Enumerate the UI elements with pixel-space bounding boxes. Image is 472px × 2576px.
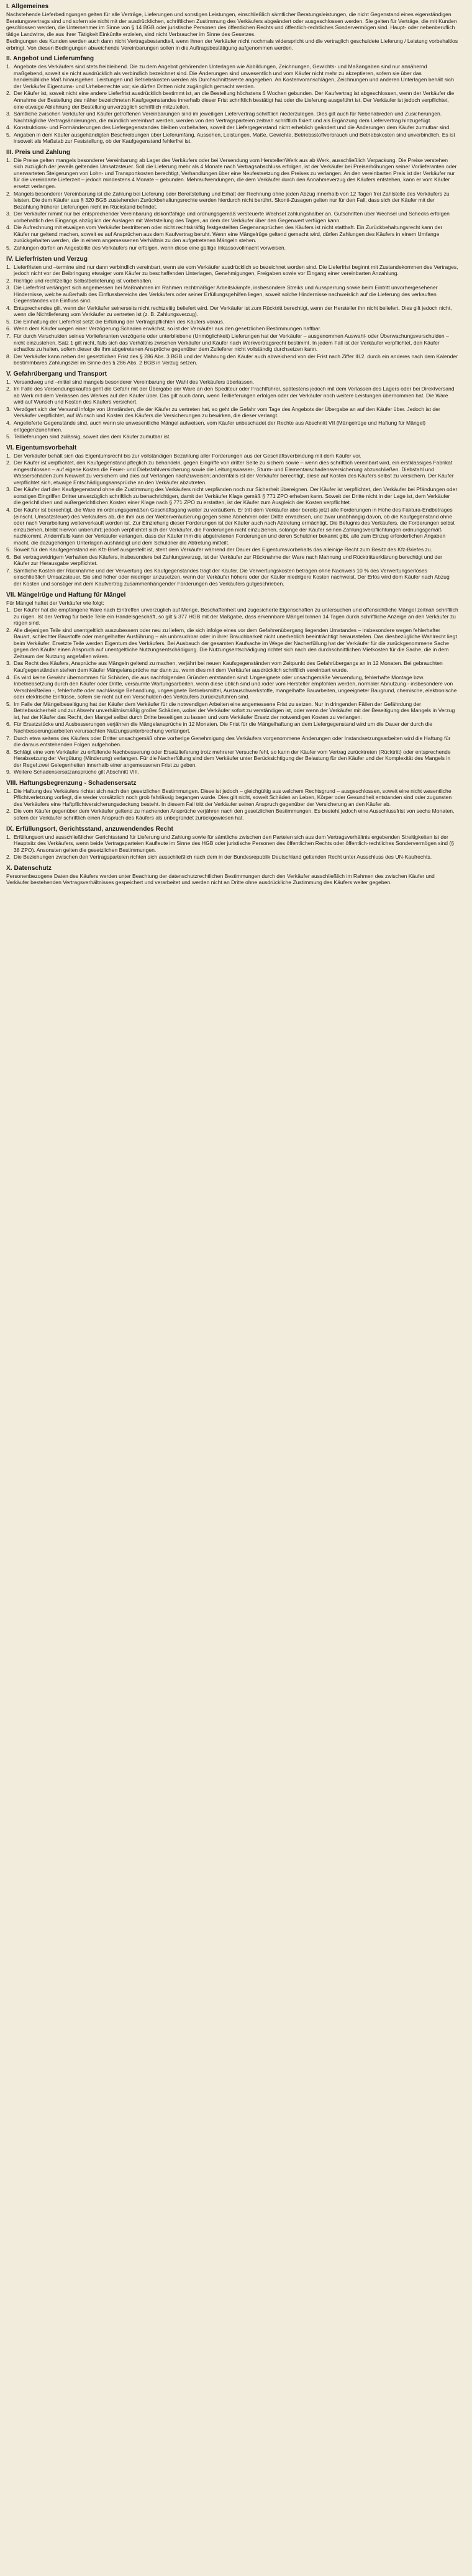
clause-number: 3. [6, 111, 11, 117]
section-heading: I. Allgemeines [6, 3, 49, 10]
clause-list [6, 453, 458, 587]
clause-text: Alle diejenigen Teile sind unentgeltlich auszubessern oder neu zu liefern, die sich infolge eines vor dem Gefahrenübergang liegenden Umstandes – insbesondere wegen fehlerhafter Bauart, schlechter Baustoffe oder mangelhafter Ausführung – als unbrauchbar oder in ihrer Brauchbarkeit nicht unerheblich beeinträchtigt herausstellen. Das diesbezügliche Wahlrecht liegt beim Verkäufer. Ersetzte Teile werden Eigentum des Verkäufers. Bei Ausbauch der gesamten Kaufsache im Wege der Nacherfüllung hat der Verkäufer für die zurückgenommene Sache gegen den Käufer einen Anspruch auf unentgeltliche Nutzungsentschädigung. Die Nutzungsentschädigung richtet sich nach den durchschnittlichen Mietkosten für die Sache, die in dem Zeitraum der Nutzung angefallen wären. [14, 626, 457, 659]
terms-section [6, 592, 458, 775]
section-heading: III. Preis und Zahlung [6, 148, 71, 156]
clause-text: Angelieferte Gegenstände sind, auch wenn sie unwesentliche Mängel aufweisen, vom Käufer unbeschadet der Rechte aus Abschnitt VII (Mängelrüge und Haftung für Mängel) entgegenzunehmen. [14, 419, 426, 433]
terms-section [6, 780, 458, 821]
clause-text: Sämtliche Kosten der Rücknahme und der Verwertung des Kaufgegenstandes trägt der Käufer. Die Verwertungskosten betragen ohne Nachweis 10 % des Verwertungserlöses einschließlich Umsatzsteuer. Sie sind höher oder niedriger anzusetzen, wenn der Verkäufer höhere oder der Käufer niedrigere Kosten nachweist. Der Erlös wird dem Käufer nach Abzug der Kosten und sonstiger mit dem Kaufvertrag zusammenhängender Forderungen des Verkäufers gutgeschrieben. [14, 567, 450, 587]
clause-item [6, 607, 458, 626]
terms-section [6, 826, 458, 861]
terms-section [6, 445, 458, 587]
clause-text: Der Verkäufer nimmt nur bei entsprechender Vereinbarung diskontfähige und ordnungsgemäß versteuerte Wechsel zahlungshalber an. Gutschriften über Wechsel und Schecks erfolgen vorbehaltlich des Eingangs abzüglich der Auslagen mit Wertstellung des Tages, an dem der Verkäufer über den Gegenwert verfügen kann. [14, 210, 450, 224]
clause-text: Für durch Verschulden seines Vorlieferanten verzögerte oder unterbliebene (Unmöglichkeit) Lieferungen hat der Verkäufer – ausgenommen Auswahl- oder Überwachungsverschulden – nicht einzustehen. Satz 1 gilt nicht, falls sich das Verhältnis zwischen Verkäufer und Käufer nach Werkvertragsrecht bestimmt. In jedem Fall ist der Verkäufer verpflichtet, den Käufer schadlos zu halten, sofern dieser die ihm abgetretenen Ansprüche gegenüber dem Zulieferer nicht vollständig durchsetzen kann. [14, 332, 449, 353]
section-paragraph: Nachstehende Lieferbedingungen gelten für alle Verträge, Lieferungen und sonstigen Leistungen, einschließlich sämtlicher Beratungsleistungen, die nicht Gegenstand eines eigenständigen Beratungsvertrags sind und sofern sie nicht mit der ausdrücklichen, schriftlichen Zustimmung des Verkäufers abgeändert oder ausgeschlossen werden. Sie gelten für Verträge, die mit Kunden geschlossen werden, die Unternehmer im Sinne von § 14 BGB oder juristische Personen des öffentlichen Rechts und öffentlich-rechtliches Sondervermögen sind. Haupt- oder nebenberuflich tätige Landwirte, die aus ihrer Tätigkeit Einkünfte erzielen, sind nicht Verbraucher im Sinne des Gesetzes. [6, 11, 457, 37]
clause-text: Das Recht des Käufers, Ansprüche aus Mängeln geltend zu machen, verjährt bei neuen Kaufsgegenständen vom Zeitpunkt des Gefahrübergangs an in 12 Monaten. Bei gebrauchten Kaufgegenständen stehen dem Käufer Mängelansprüche nur dann zu, wenn dies mit dem Verkäufer ausdrücklich schriftlich vereinbart wurde. [14, 660, 443, 674]
clause-item [6, 264, 458, 277]
clause-list [6, 379, 458, 440]
clause-text: Wenn dem Käufer wegen einer Verzögerung Schaden erwächst, so ist der Verkäufer aus den gesetzlichen Bestimmungen haftbar. [14, 325, 322, 332]
clause-text: Weitere Schadensersatzansprüche gilt Abschnitt VIII. [14, 769, 139, 775]
clause-list [6, 63, 458, 145]
section-heading: VIII. Haftungsbegrenzung - Schadensersatz [6, 779, 137, 787]
clause-item [6, 325, 458, 332]
terms-section [6, 55, 458, 145]
clause-text: Es wird keine Gewähr übernommen für Schäden, die aus nachfolgenden Gründen entstanden sind: Ungeeignete oder unsachgemäße Verwendung, fehlerhafte Montage bzw. Inbetriebsetzung durch den Käufer oder Dritte, versäumte Wartungsarbeiten, wenn diese üblich sind und /oder vom Hersteller empfohlen werden, normaler Abnutzung - insbesondere von Verschleißteilen -, fehlerhafte oder nachlässige Behandlung, ungeeignete Betriebsmittel, Austauschwerkstoffe, mangelhafte Bauarbeiten, ungeeigneter Baugrund, chemische, elektronische oder elektrische Einflüsse, sofern sie nicht auf ein Verschulden des Verkäufers zurückzuführen sind. [14, 674, 457, 700]
clause-number: 1. [6, 833, 11, 840]
clause-number: 3. [6, 486, 11, 493]
clause-number: 5. [6, 244, 11, 251]
clause-text: Durch etwa seitens des Käufers oder Dritter unsachgemäß ohne vorherige Genehmigung des Verkäufers vorgenommene Änderungen oder Instandsetzungsarbeiten wird die Haftung für die daraus entstehenden Folgen aufgehoben. [14, 734, 451, 748]
clause-item [6, 245, 458, 251]
clause-item [6, 554, 458, 567]
clause-number: 1. [6, 263, 11, 270]
clause-text: Teillieferungen sind zulässig, soweit dies dem Käufer zumutbar ist. [14, 433, 171, 440]
clause-item [6, 660, 458, 673]
clause-item [6, 305, 458, 318]
terms-document [0, 0, 472, 894]
clause-text: Die Aufrechnung mit etwaigen vom Verkäufer bestrittenen oder nicht rechtskräftig festgestellten Gegenansprüchen des Käufers ist nicht statthaft. Ein Zurückbehaltungsrecht kann der Käufer nur geltend machen, soweit es auf Ansprüchen aus dem Kaufvertrag beruht. Wenn eine Mängelrüge geltend gemacht wird, dürfen Zahlungen des Käufers in einem Umfange zurückgehalten werden, die in einem angemessenen Verhältnis zu den aufgetretenen Mängeln stehen. [14, 224, 443, 244]
clause-number: 1. [6, 378, 11, 385]
clause-item [6, 834, 458, 854]
clause-text: Mangels besonderer Vereinbarung ist die Zahlung bei Lieferung oder Bereitstellung und Erhalt der Rechnung ohne jeden Abzug innerhalb von 12 Tagen frei Zahlstelle des Verkäufers zu leisten. Die dem Käufer aus § 320 BGB zustehenden Zurückbehaltungsrechte werden hierdurch nicht berührt. Skonti-Zusagen gelten nur für den Fall, dass sich der Käufer mit der Bezahlung früherer Lieferungen nicht im Rückstand befindet. [14, 190, 450, 210]
clause-number: 1. [6, 607, 11, 613]
clause-number: 2. [6, 190, 11, 197]
clause-number: 2. [6, 808, 11, 815]
clause-item [6, 433, 458, 440]
clause-text: Der Käufer ist verpflichtet, den Kaufgegenstand pfleglich zu behandeln, gegen Eingriffe von dritter Seite zu sichern sowie – wenn dies schriftlich vereinbart wird, ein erstklassiges Fabrikat eingeschlossen – auf eigene Kosten die Feuer- und Diebstahlversicherung sowie die Leitungswasser-, Sturm- und Elementarschadensversicherung abzuschließen. Diebstahl und Wasserschäden zum Neuwert zu versichern und dies auf Verlangen nachzuweisen; andernfalls ist der Verkäufer berechtigt, diese auf Kosten des Käufers selbst zu versichern. Der Käufer verpflichtet sich, etwaige Entschädigungsansprüche an den Verkäufer abzutreten. [14, 459, 454, 486]
clause-number: 6. [6, 553, 11, 560]
clause-text: Die vom Käufer gegenüber dem Verkäufer geltend zu machenden Ansprüche verjähren nach den gesetzlichen Bestimmungen. Es besteht jedoch eine Ausschlussfrist von sechs Monaten, sofern der Verkäufer schriftlich einen Anspruch des Käufers als unbegründet zurückgewiesen hat. [14, 808, 455, 821]
clause-item [6, 701, 458, 721]
clause-item [6, 808, 458, 821]
clause-number: 6. [6, 325, 11, 332]
clause-number: 8. [6, 353, 11, 359]
clause-number: 2. [6, 386, 11, 392]
clause-item [6, 627, 458, 660]
clause-text: Der Käufer ist, soweit nicht eine andere Lieferfrist ausdrücklich bestimmt ist, an die Bestellung höchstens 6 Wochen gebunden. Der Kaufvertrag ist abgeschlossen, wenn der Verkäufer die Annahme der Bestellung des näher bezeichneten Kaufgegenstandes innerhalb dieser Frist schriftlich bestätigt hat oder die Lieferung ausgeführt ist. Der Verkäufer ist jedoch verpflichtet, eine etwaige Ablehnung der Bestellung unverzüglich schriftlich mitzuteilen. [14, 90, 455, 110]
section-heading: X. Datenschutz [6, 864, 52, 872]
clause-item [6, 788, 458, 808]
clause-number: 2. [6, 90, 11, 97]
clause-item [6, 379, 458, 386]
clause-item [6, 721, 458, 734]
clause-number: 3. [6, 210, 11, 217]
clause-text: Angaben in dem Käufer ausgehändigten Beschreibungen über Lieferumfang, Aussehen, Leistungen, Maße, Gewichte, Betriebsstoffverbrauch und Betriebskosten sind unverbindlich. Es ist insoweit als Maßstab zur Feststellung, ob der Kaufgegenstand fehlerfrei ist. [14, 131, 455, 145]
clause-text: Die Haftung des Verkäufers richtet sich nach den gesetzlichen Bestimmungen. Diese ist jedoch – gleichgültig aus welchem Rechtsgrund – ausgeschlossen, soweit eine nicht wesentliche Pflichtverletzung vorliegt, die weder vorsätzlich noch grob fahrlässig begangen wurde. Dies gilt nicht, soweit Schäden an Leben, Körper oder Gesundheit entstanden sind oder zugunsten des Verkäufers eine Haftpflichtversicherungsdeckung besteht. In diesem Fall tritt der Verkäufer seinen Anspruch gegenüber der Versicherung an den Käufer ab. [14, 787, 452, 807]
clause-number: 4. [6, 674, 11, 680]
clause-number: 8. [6, 748, 11, 755]
clause-item [6, 546, 458, 553]
clause-item [6, 854, 458, 861]
clause-item [6, 157, 458, 190]
clause-item [6, 406, 458, 419]
clause-text: Die Preise gelten mangels besonderer Vereinbarung ab Lager des Verkäufers oder bei Versendung vom Hersteller/Werk aus ab Werk, ausschließlich Verpackung. Die Preise verstehen sich zuzüglich der jeweils geltenden Umsatzsteuer. Soll die Lieferung mehr als 4 Monate nach Vertragsabschluss erfolgen, ist der Verkäufer bei Preiserhöhungen seiner Vorlieferanten oder unerwarteten Steigerungen von Lohn- und Transportkosten berechtigt, Verhandlungen über eine Neufestsetzung des Preises zu verlangen. An den vereinbarten Preis ist der Verkäufer nur für die vereinbarte Lieferzeit – jedoch mindestens 4 Monate – gebunden. Mehraufwendungen, die dem Verkäufer durch den Annahmeverzug des Käufers entstehen, kann er vom Käufer ersetzt verlangen. [14, 156, 457, 190]
clause-list [6, 607, 458, 775]
clause-list [6, 264, 458, 366]
clause-item [6, 278, 458, 284]
clause-number: 1. [6, 452, 11, 459]
section-heading: IX. Erfüllungsort, Gerichtsstand, anzuwendendes Recht [6, 825, 173, 833]
clause-number: 2. [6, 854, 11, 861]
clause-number: 9. [6, 769, 11, 775]
clause-number: 7. [6, 734, 11, 741]
clause-text: Sämtliche zwischen Verkäufer und Käufer getroffenen Vereinbarungen sind im jeweiligen Liefervertrag schriftlich niederzulegen. Dies gilt auch für Nebenabreden und Zusicherungen. Nachträgliche Vertragsänderungen, die mündlich vereinbart werden, werden von den Vertragsparteien zeitnah schriftlich fixiert und als Ergänzung dem Liefervertrag hinzugefügt. [14, 111, 442, 124]
terms-section [6, 371, 458, 440]
section-heading: VII. Mängelrüge und Haftung für Mängel [6, 591, 126, 599]
clause-text: Die Lieferfrist verlängert sich angemessen bei Maßnahmen im Rahmen rechtmäßiger Arbeitskämpfe, insbesondere Streiks und Aussperrung sowie beim Eintritt unvorhergesehener Hindernisse, welche außerhalb des Einflussbereichs des Verkäufers oder seiner Erfüllungsgehilfen liegen, soweit solche Hindernisse nachweislich auf die Lieferung des verkauften Gegenstandes von Einfluss sind. [14, 284, 438, 304]
clause-text: Im Falle der Mängelbeseitigung hat der Käufer dem Verkäufer für die notwendigen Arbeiten eine angemessene Frist zu setzen. Nur in dringenden Fällen der Gefährdung der Betriebssicherheit und zur Abwehr unverhältnismäßig großer Schäden, wobei der Verkäufer sofort zu verständigen ist, oder wenn der Verkäufer mit der Beseitigung des Mangels in Verzug ist, hat der Käufer das Recht, den Mangel selbst durch Dritte beseitigen zu lassen und vom Verkäufer Ersatz der notwendigen Kosten zu verlangen. [14, 700, 455, 720]
clause-number: 7. [6, 332, 11, 339]
clause-item [6, 735, 458, 748]
clause-text: Konstruktions- und Formänderungen des Liefergegenstandes bleiben vorbehalten, soweit der Liefergegenstand nicht erheblich geändert und die Änderungen dem Käufer zumutbar sind. [14, 124, 451, 131]
clause-number: 3. [6, 284, 11, 291]
section-paragraph: Personenbezogene Daten des Käufers werden unter Beachtung der datenschutzrechtlichen Bestimmungen durch den Verkäufer ausschließlich im Rahmen des zwischen Käufer und Verkäufer bestehenden Vertragsverhältnisses gespeichert und verarbeitet und werden nicht an Dritte ohne ausdrückliche Zustimmung des Käufers weiter gegeben. [6, 872, 435, 886]
clause-number: 2. [6, 277, 11, 284]
clause-text: Zahlungen dürfen an Angestellte des Verkäufers nur erfolgen, wenn diese eine gültige Inkassovollmacht vorweisen. [14, 244, 286, 251]
clause-list [6, 834, 458, 861]
clause-text: Für Ersatzstücke und Ausbesserungen verjähren die Mängelansprüche in 12 Monaten. Die Frist für die Mängelhaftung an dem Liefergegenstand wird um die Dauer der durch die Nachbesserungsarbeiten verursachten Nutzungsunterbrechung verlängert. [14, 721, 433, 734]
clause-text: Versandweg und –mittel sind mangels besonderer Vereinbarung der Wahl des Verkäufers überlassen. [14, 378, 255, 385]
clause-text: Die Beziehungen zwischen den Vertragsparteien richten sich ausschließlich nach dem in der Bundesrepublik Deutschland geltenden Recht unter Ausschluss des UN-Kaufrechts. [14, 854, 432, 861]
clause-number: 2. [6, 626, 11, 633]
clause-number: 1. [6, 156, 11, 163]
clause-number: 5. [6, 546, 11, 553]
clause-item [6, 507, 458, 546]
clause-number: 3. [6, 405, 11, 412]
clause-item [6, 191, 458, 210]
clause-text: Erfüllungsort und ausschließlicher Gerichtsstand für Lieferung und Zahlung sowie für sämtliche zwischen den Parteien sich aus dem Vertragsverhältnis ergebenden Streitigkeiten ist der Hauptsitz des Verkäufers, wenn beide Vertragsparteien Kaufleute im Sinne des HGB oder juristische Personen des öffentlichen Rechts oder öffentlich-rechtliches Sondervermögen sind (§ 38 ZPO). Ansonsten gelten die gesetzlichen Bestimmungen. [14, 833, 455, 853]
clause-item [6, 333, 458, 353]
clause-item [6, 111, 458, 124]
section-heading: V. Gefahrübergang und Transport [6, 370, 107, 377]
clause-item [6, 749, 458, 769]
clause-number: 5. [6, 318, 11, 325]
clause-item [6, 90, 458, 110]
clause-text: Der Verkäufer kann neben der gesetzlichen Frist des § 286 Abs. 3 BGB und der Mahnung den Käufer auch abweichend von der Frist nach Ziffer III.2. durch ein anderes nach dem Kalender bestimmbares Zahlungsziel im Sinne des § 286 Abs. 2 BGB in Verzug setzen. [14, 353, 458, 366]
clause-item [6, 486, 458, 506]
section-paragraph: Für Mängel haftet der Verkäufer wie folgt: [6, 599, 104, 606]
clause-item [6, 124, 458, 131]
clause-text: Entsprechendes gilt, wenn der Verkäufer seinerseits nicht rechtzeitig beliefert wird. Der Verkäufer ist zum Rücktritt berechtigt, wenn der Hersteller ihn nicht beliefert. Dies gilt jedoch nicht, wenn die Nichtlieferung vom Verkäufer zu vertreten ist (z. B. Zahlungsverzug). [14, 304, 452, 318]
clause-item [6, 284, 458, 304]
clause-text: Schlägt eine vom Verkäufer zu erfüllende Nachbesserung oder Ersatzlieferung trotz mehrerer Versuche fehl, so kann der Käufer vom Vertrag zurücktreten (Rücktritt) oder entsprechende Herabsetzung der Vergütung (Minderung) verlangen. Für die Nacherfüllung sind dem Verkäufer unter Berücksichtigung der Belastung für den Käufer und der Komplexität des Mangels in der Regel zwei Gelegenheiten innerhalb einer angemessenen Frist zu geben. [14, 748, 451, 768]
clause-item [6, 353, 458, 366]
clause-number: 4. [6, 224, 11, 231]
clause-text: Der Verkäufer behält sich das Eigentumsrecht bis zur vollständigen Bezahlung aller Forderungen aus der Geschäftsverbindung mit dem Käufer vor. [14, 452, 361, 459]
section-paragraph: Bedingungen des Kunden werden auch dann nicht Vertragsbestandteil, wenn ihnen der Verkäufer nicht nochmals widerspricht und die vertraglich geschuldete Lieferung / Leistung vorbehaltlos erbringt. Von diesen Bedingungen abweichende Vereinbarungen sollen in die Auftragsbestätigung aufgenommen werden. [6, 38, 458, 51]
clause-text: Die Einhaltung der Lieferfrist setzt die Erfüllung der Vertragspflichten des Käufers voraus. [14, 318, 225, 325]
clause-text: Im Falle des Versendungskaufes geht die Gefahr mit der Übergabe der Ware an den Spediteur oder Frachtführer, spätestens jedoch mit dem Verlassen des Lagers oder bei Direktversand ab Werk mit dem Verlassen des Werkes auf den Käufer über. Das gilt auch dann, wenn Teillieferungen erfolgen oder der Verkäufer noch weitere Leistungen übernommen hat. Die Ware wird auf Wunsch und Kosten des Käufers versichert. [14, 386, 455, 405]
clause-item [6, 132, 458, 145]
clause-number: 6. [6, 721, 11, 728]
clause-list [6, 788, 458, 821]
clause-item [6, 567, 458, 587]
clause-item [6, 769, 458, 775]
clause-item [6, 459, 458, 486]
section-heading: IV. Lieferfristen und Verzug [6, 255, 88, 263]
clause-item [6, 210, 458, 224]
clause-text: Soweit für den Kaufgegenstand ein Kfz-Brief ausgestellt ist, steht dem Verkäufer während der Dauer des Eigentumsvorbehalts das alleinige Recht zum Besitz des Kfz-Briefes zu. [14, 546, 433, 553]
clause-text: Lieferfristen und –termine sind nur dann verbindlich vereinbart, wenn sie vom Verkäufer ausdrücklich so bezeichnet worden sind. Die Lieferfrist beginnt mit Zustandekommen des Vertrages, jedoch nicht vor der Beibringung etwaiger vom Käufer zu beschaffenden Unterlagen, Genehmigungen, Freigaben sowie vor Eingang einer vereinbarten Anzahlung. [14, 263, 458, 277]
clause-number: 4. [6, 507, 11, 513]
clause-number: 5. [6, 700, 11, 707]
clause-number: 1. [6, 787, 11, 794]
clause-text: Angebote des Verkäufers sind stets freibleibend. Die zu dem Angebot gehörenden Unterlagen wie Abbildungen, Zeichnungen, Gewichts- und Maßangaben sind nur annähernd maßgebend, soweit sie nicht ausdrücklich als verbindlich bezeichnet sind. Die Änderungen sind unwesentlich und vom Käufer nicht mehr zu akzeptieren, sofern sie über das handelsübliche Maß hinausgehen. Leistungen und Betriebskosten werden als Durchschnittswerte angegeben. An Kostenvoranschlägen, Zeichnungen und anderen Unterlagen behält sich der Verkäufer Eigentums- und Urheberrechte vor; sie dürfen Dritten nicht zugänglich gemacht werden. [14, 63, 454, 89]
clause-item [6, 386, 458, 405]
clause-text: Der Käufer hat die empfangene Ware nach Eintreffen unverzüglich auf Menge, Beschaffenheit und zugesicherte Eigenschaften zu untersuchen und offensichtliche Mängel zeitnah schriftlich zu rügen. Ist der Vertrag für beide Teile ein Handelsgeschäft, so gilt § 377 HGB mit der Maßgabe, dass erkennbare Mängel binnen 14 Tagen durch schriftliche Anzeige an den Verkäufer zu rügen sind. [14, 607, 458, 626]
clause-number: 5. [6, 433, 11, 440]
clause-number: 1. [6, 63, 11, 70]
clause-number: 7. [6, 567, 11, 574]
clause-text: Der Käufer ist berechtigt, die Ware im ordnungsgemäßen Geschäftsgang weiter zu veräußern. Er tritt dem Verkäufer aber bereits jetzt alle Forderungen in Höhe des Faktura-Endbetrages (einschl. Umsatzsteuer) des Verkäufers ab, die ihm aus der Weiterveräußerung gegen seine Abnehmer oder Dritte erwachsen, und zwar unabhängig davon, ob die Kaufgegenstand ohne oder nach Verarbeitung weiterverkauft worden ist. Zur Einziehung dieser Forderungen ist der Käufer auch nach Abtretung ermächtigt. Die Befugnis des Verkäufers, die Forderungen selbst einzuziehen, bleibt hiervon unberührt; jedoch verpflichtet sich der Verkäufer, die Forderungen nicht einzuziehen, solange der Käufer seinen Zahlungsverpflichtungen ordnungsgemäß nachkommt. Andernfalls kann der Verkäufer verlangen, dass der Käufer ihm die abgetretenen Forderungen und deren Schuldner bekannt gibt, alle zum Einzug erforderlichen Angaben macht, die dazugehörigen Unterlagen aushändigt und dem Schuldner die Abtretung mitteilt. [14, 507, 455, 546]
terms-section [6, 149, 458, 251]
terms-section [6, 3, 458, 51]
clause-text: Bei vertragswidrigem Verhalten des Käufers, insbesondere bei Zahlungsverzug, ist der Verkäufer zur Rücknahme der Ware nach Mahnung und Rücktrittserklärung berechtigt und der Käufer zur Herausgabe verpflichtet. [14, 553, 442, 567]
clause-number: 5. [6, 131, 11, 138]
clause-number: 4. [6, 124, 11, 131]
clause-item [6, 420, 458, 433]
clause-number: 4. [6, 304, 11, 311]
terms-section [6, 865, 458, 886]
clause-text: Der Käufer darf den Kaufgegenstand ohne die Zustimmung des Verkäufers nicht verpfänden noch zur Sicherheit übereignen. Der Käufer ist verpflichtet, den Verkäufer bei Pfändungen oder sonstigen Eingriffen Dritter unverzüglich schriftlich zu benachrichtigen, damit der Verkäufer Klage gemäß § 771 ZPO erheben kann. Soweit der Dritte nicht in der Lage ist, dem Verkäufer die gerichtlichen und außergerichtlichen Kosten einer Klage nach § 771 ZPO zu erstatten, ist der Käufer zum Ausgleich der Kosten verpflichtet. [14, 486, 458, 506]
terms-section [6, 256, 458, 366]
clause-item [6, 674, 458, 700]
clause-number: 3. [6, 660, 11, 667]
clause-text: Richtige und rechtzeitige Selbstbelieferung ist vorbehalten. [14, 277, 153, 284]
clause-item [6, 224, 458, 244]
section-heading: VI. Eigentumsvorbehalt [6, 444, 77, 451]
clause-item [6, 319, 458, 325]
clause-list [6, 157, 458, 251]
section-heading: II. Angebot und Lieferumfang [6, 55, 94, 63]
clause-number: 2. [6, 459, 11, 466]
clause-text: Verzögert sich der Versand infolge von Umständen, die der Käufer zu vertreten hat, so geht die Gefahr vom Tage des Angebots der Übergabe an auf den Käufer über. Jedoch ist der Verkäufer verpflichtet, auf Wunsch und Kosten des Käufers die Versicherungen zu bewirken, die dieser verlangt. [14, 405, 440, 419]
clause-item [6, 63, 458, 89]
clause-item [6, 453, 458, 459]
clause-number: 4. [6, 419, 11, 426]
